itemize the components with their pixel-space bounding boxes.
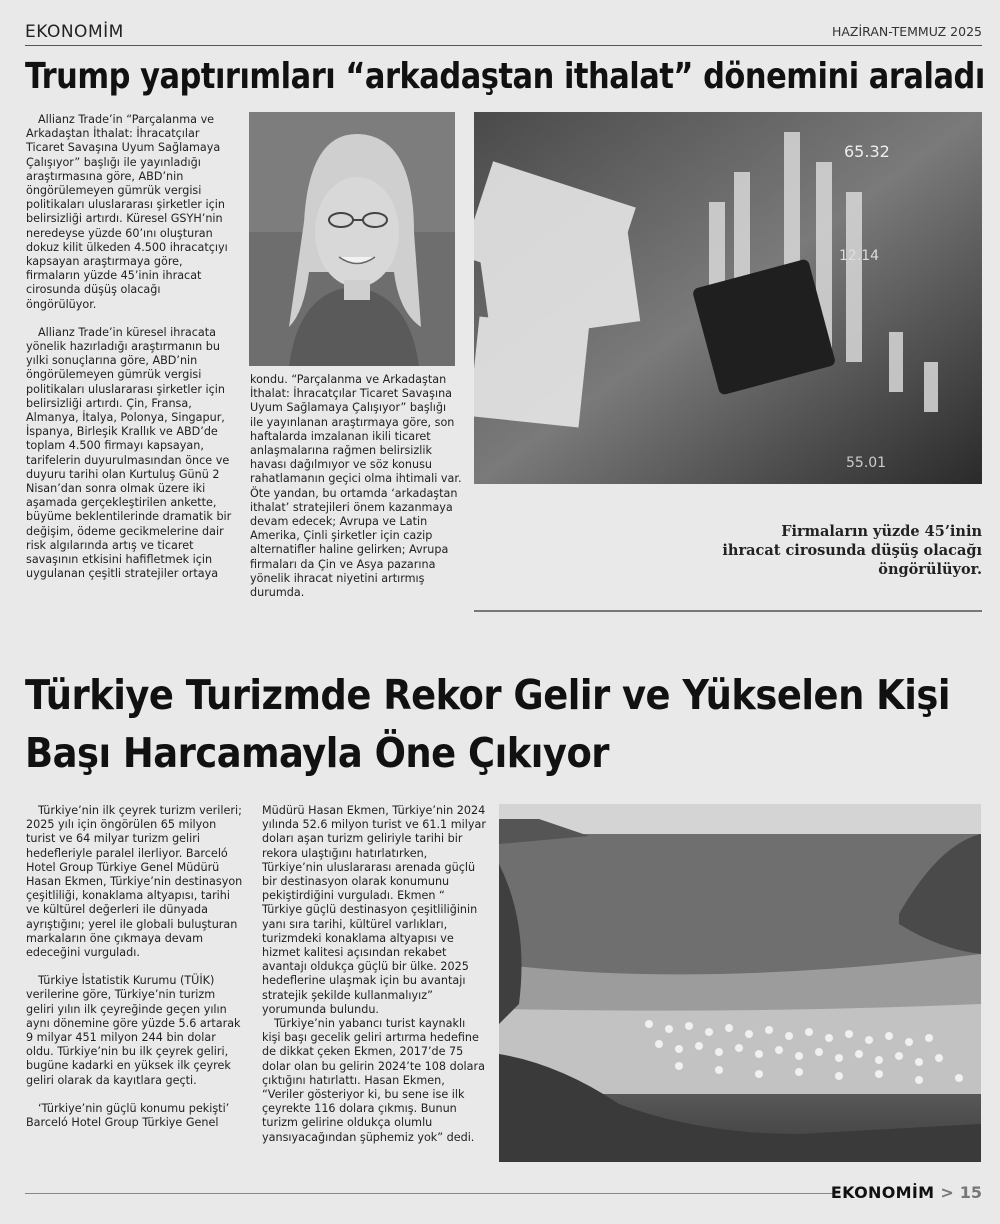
beach-photo [499, 804, 981, 1162]
footer-brand: EKONOMİM [830, 1183, 935, 1202]
page-header [25, 20, 982, 46]
section-name: EKONOMİM [25, 22, 124, 42]
article2-column1 [26, 804, 246, 1144]
article1-col1-para2: Allianz Trade’in küresel ihracata yönelik hazırladığı araştırmanın bu yılki sonuçlarına göre, ABD’nin öngörülemeyen gümrük vergisi politikaları uluslararası şirketler için belirsizliği artırdı. Çin, Fransa, Almanya, İtalya, Polonya, Singapur, İspanya, Birleşik Krallık ve ABD’de toplam 4.500 firmayı kapsayan, tarifelerin duyurulmasından önce ve duyuru tarihi olan Kurtuluş Günü 2 Nisan’dan sonra olmak üzere iki aşamada gerçekleştirilen ankette, büyüme beklentilerinde dramatik bir değişim, ödeme gecikmelerine dair risk algılarında artış ve ticaret savaşının etkisini hafifletmek için uygulanan çeşitli stratejiler ortaya [26, 325, 232, 581]
portrait-illustration [249, 112, 455, 366]
footer-arrow-icon: > [940, 1183, 954, 1202]
beach-illustration [499, 804, 981, 1162]
article1-column2 [250, 373, 462, 614]
article2-title: Türkiye Turizmde Rekor Gelir ve Yükselen Kişi Başı Harcamayla Öne Çıkıyor [25, 671, 950, 777]
article1-col2-para: kondu. “Parçalanma ve Arkadaştan İthalat: İhracatçılar Ticaret Savaşına Uyum Sağlamaya Çalışıyor” başlığı ile yayınlanan araştırmaya göre, son haftalarda imzalanan ikili ticaret anlaşmalarına rağmen belirsizlik havası dağılmıyor ve söz konusu rahatlamanın geçici olma ihtimali var. Öte yandan, bu ortamda ‘arkadaştan ithalat’ stratejileri önem kazanmaya devam edecek; Avrupa ve Latin Amerika, Çinli şirketler için cazip alternatifler haline gelirken; Avrupa firmaları da Çin ve Asya pazarına yönelik ihracat niyetini artırmış durumda. [250, 373, 462, 600]
article2-col2-para1: Müdürü Hasan Ekmen, Türkiye’nin 2024 yılında 52.6 milyon turist ve 61.1 milyar doları aşan turizm geliriyle tarihi bir rekora ulaştığını hatırlatırken, Türkiye’nin uluslararası arenada güçlü bir destinasyon olarak konumunu pekiştirdiğini vurguladı. Ekmen “ Türkiye güçlü destinasyon çeşitliliğinin yanı sıra tarihi, kültürel varlıkları, turizmdeki konaklama altyapısı ve hizmet kalitesi açısından rekabet avantajı oldukça güçlü bir ülke. 2025 hedeflerine ulaşmak için bu avantajı stratejik şekilde kullanmalıyız” yorumunda bulundu. [262, 804, 486, 1016]
money-chart-photo [474, 112, 982, 484]
page-number: 15 [959, 1183, 982, 1202]
footer-divider [25, 1193, 840, 1194]
page-footer [831, 1183, 982, 1202]
article1-column1 [26, 113, 232, 596]
article2-column2 [262, 804, 486, 1159]
chart-number-2: 12.14 [839, 248, 880, 264]
caption-divider [474, 610, 982, 612]
photo-caption: Firmaların yüzde 45’inin ihracat cirosunda düşüş olacağı öngörülüyor. [722, 523, 982, 578]
article1-col1-para1: Allianz Trade’in “Parçalanma ve Arkadaştan İthalat: İhracatçılar Ticaret Savaşına Uyum Sağlamaya Çalışıyor” başlığı ile yayınladığı araştırmasına göre, ABD’nin öngörülemeyen gümrük vergisi politikaları uluslararası şirketler için belirsizliği artırdı. Küresel GSYH’nin neredeyse yüzde 60’ını oluşturan dokuz kilit ülkeden 4.500 ihracatçıyı kapsayan araştırmaya göre, firmaların yüzde 45’inin ihracat cirosunda düşüş olacağı öngörülüyor. [26, 113, 228, 311]
article2-col1-para3: ‘Türkiye’nin güçlü konumu pekişti’ Barceló Hotel Group Türkiye Genel [26, 1101, 230, 1130]
money-chart-illustration [474, 112, 982, 484]
article1-title: Trump yaptırımları “arkadaştan ithalat” dönemini araladı [25, 56, 985, 97]
chart-number-1: 65.32 [844, 142, 890, 161]
portrait-photo [249, 112, 455, 366]
issue-date: HAZİRAN-TEMMUZ 2025 [831, 24, 982, 39]
chart-number-3: 55.01 [846, 455, 887, 471]
article2-col1-para1: Türkiye’nin ilk çeyrek turizm verileri; 2025 yılı için öngörülen 65 milyon turist ve 64 milyar turizm geliri hedefleriyle paralel ilerliyor. Barceló Hotel Group Türkiye Genel Müdürü Hasan Ekmen, Türkiye’nin destinasyon çeşitliliği, konaklama altyapısı, tarihi ve kültürel değerleri ile dünyada ayrıştığını; yerel ile globali buluşturan markaların öne çıkmaya devam edeceğini vurguladı. [26, 804, 243, 960]
article2-col2-para2: Türkiye’nin yabancı turist kaynaklı kişi başı gecelik geliri artırma hedefine de dikkat çeken Ekmen, 2017’de 75 dolar olan bu gelirin 2024’te 108 dolara çıktığını hatırlattı. Hasan Ekmen, “Veriler gösteriyor ki, bu sene ise ilk çeyrekte 116 dolara çıkmış. Bunun turizm gelirine oldukça olumlu yansıyacağından şüphemiz yok” dedi. [262, 1017, 485, 1144]
article2-col1-para2: Türkiye İstatistik Kurumu (TÜİK) verilerine göre, Türkiye’nin turizm geliri yılın ilk çeyreğinde geçen yılın aynı dönemine göre yüzde 5.6 artarak 9 milyar 451 milyon 244 bin dolar oldu. Türkiye’nin bu ilk çeyrek geliri, bugüne kadarki en yüksek ilk çeyrek geliri olarak da kayıtlara geçti. [26, 974, 241, 1087]
